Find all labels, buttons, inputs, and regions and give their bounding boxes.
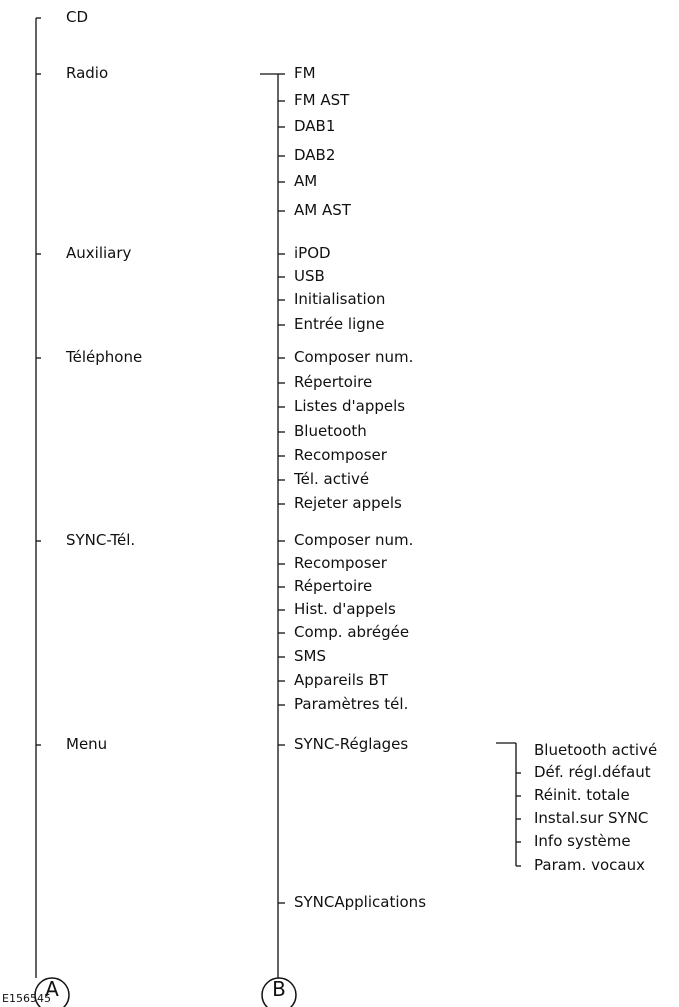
column-c-item: Instal.sur SYNC — [534, 809, 649, 827]
column-b-item: Répertoire — [294, 373, 373, 391]
column-b-item: SMS — [294, 647, 326, 665]
column-b-item: USB — [294, 267, 325, 285]
column-b-item: Comp. abrégée — [294, 623, 410, 641]
column-b-item: DAB2 — [294, 146, 336, 164]
column-b-item: AM — [294, 172, 318, 190]
column-b-item: Recomposer — [294, 554, 387, 572]
column-a-item: Radio — [66, 64, 109, 82]
column-b-item: Entrée ligne — [294, 315, 385, 333]
column-b-item: Paramètres tél. — [294, 695, 409, 713]
column-b-item: Appareils BT — [294, 671, 388, 689]
column-c-item: Déf. régl.défaut — [534, 763, 651, 781]
column-b-item: Recomposer — [294, 446, 387, 464]
column-b-item: iPOD — [294, 244, 331, 262]
column-b-item: Répertoire — [294, 577, 373, 595]
column-c-item: Param. vocaux — [534, 856, 645, 874]
column-c-item: Bluetooth activé — [534, 741, 658, 759]
column-a-item: SYNC-Tél. — [66, 531, 136, 549]
column-b-item: Listes d'appels — [294, 397, 406, 415]
column-a-item: CD — [66, 8, 89, 26]
column-b-item: Composer num. — [294, 531, 414, 549]
column-b-item: Rejeter appels — [294, 494, 402, 512]
column-c-item: Réinit. totale — [534, 786, 630, 804]
column-b-item: Composer num. — [294, 348, 414, 366]
column-b-item: SYNCApplications — [294, 893, 427, 911]
column-b-item: FM — [294, 64, 316, 82]
column-b-item: Tél. activé — [294, 470, 370, 488]
column-a-item: Téléphone — [66, 348, 143, 366]
column-b-item: AM AST — [294, 201, 351, 219]
column-b-item: Bluetooth — [294, 422, 367, 440]
column-b-label: B — [272, 977, 286, 1001]
column-a-item: Menu — [66, 735, 108, 753]
column-a-label: A — [45, 977, 59, 1001]
column-c-item: Info système — [534, 832, 631, 850]
column-b-item: Initialisation — [294, 290, 386, 308]
column-b-item: SYNC-Réglages — [294, 735, 409, 753]
column-b-item: Hist. d'appels — [294, 600, 396, 618]
column-b-item: FM AST — [294, 91, 350, 109]
figure-code: E156545 — [2, 992, 51, 1005]
column-a-item: Auxiliary — [66, 244, 132, 262]
column-b-item: DAB1 — [294, 117, 336, 135]
